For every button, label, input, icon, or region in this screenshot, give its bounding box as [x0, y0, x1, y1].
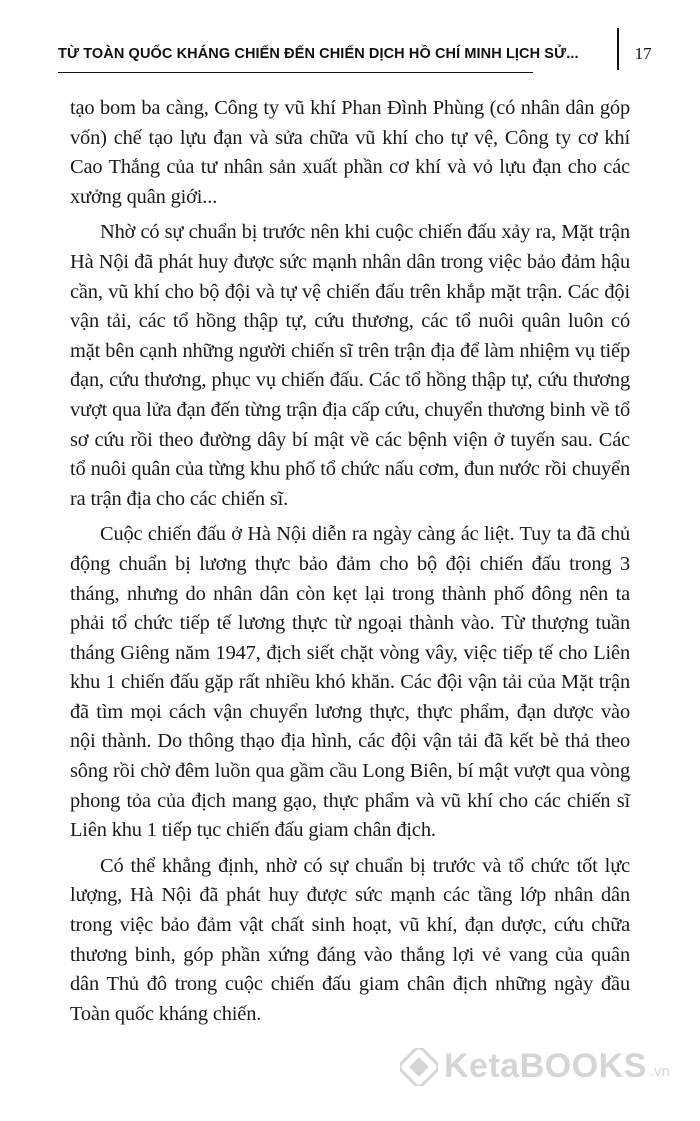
watermark — [400, 1047, 670, 1086]
ketabooks-logo-icon — [400, 1048, 438, 1086]
watermark-suffix: .vn — [649, 1063, 670, 1080]
paragraph-4: Có thể khẳng định, nhờ có sự chuẩn bị trước và tổ chức tốt lực lượng, Hà Nội đã phát huy được sức mạnh các tầng lớp nhân dân trong việc bảo đảm vật chất sinh hoạt, vũ khí, đạn dược, cứu chữa thương binh, góp phần xứng đáng vào thắng lợi vẻ vang của quân dân Thủ đô trong cuộc chiến đấu giam chân địch những ngày đầu Toàn quốc kháng chiến. — [70, 854, 630, 1025]
running-header-title: TỪ TOÀN QUỐC KHÁNG CHIẾN ĐẾN CHIẾN DỊCH HỒ CHÍ MINH LỊCH SỬ... — [58, 46, 579, 62]
header-underline — [58, 72, 533, 73]
paragraph-2: Nhờ có sự chuẩn bị trước nên khi cuộc chiến đấu xảy ra, Mặt trận Hà Nội đã phát huy được sức mạnh nhân dân trong việc bảo đảm hậu cần, vũ khí cho bộ đội và tự vệ chiến đấu trên khắp mặt trận. Các đội vận tải, các tổ hồng thập tự, cứu thương, các tổ nuôi quân luôn có mặt bên cạnh những người chiến sĩ trên trận địa để làm nhiệm vụ tiếp đạn, cứu thương, phục vụ chiến đấu. Các tổ hồng thập tự, cứu thương vượt qua lửa đạn đến từng trận địa cấp cứu, chuyển thương binh về tổ sơ cứu rồi theo đường dây bí mật về các bệnh viện ở tuyến sau. Các tổ nuôi quân của từng khu phố tổ chức nấu cơm, đun nước rồi chuyển ra trận địa cho các chiến sĩ. — [70, 221, 630, 510]
page-body — [70, 94, 630, 1035]
page-number: 17 — [634, 44, 652, 63]
header-divider — [617, 28, 619, 70]
paragraph-1: tạo bom ba càng, Công ty vũ khí Phan Đình Phùng (có nhân dân góp vốn) chế tạo lựu đạn và sửa chữa vũ khí cho tự vệ, Công ty cơ khí Cao Thắng của tư nhân sản xuất phần cơ khí và vỏ lựu đạn cho các xưởng quân giới... — [70, 97, 630, 208]
running-header — [58, 28, 660, 70]
paragraph-3: Cuộc chiến đấu ở Hà Nội diễn ra ngày càng ác liệt. Tuy ta đã chủ động chuẩn bị lương thực bảo đảm cho bộ đội chiến đấu trong 3 tháng, nhưng do nhân dân còn kẹt lại trong thành phố đông nên ta phải tổ chức tiếp tế lương thực từ ngoại thành vào. Từ thượng tuần tháng Giêng năm 1947, địch siết chặt vòng vây, việc tiếp tế cho Liên khu 1 chiến đấu gặp rất nhiều khó khăn. Các đội vận tải của Mặt trận đã tìm mọi cách vận chuyển lương thực, thực phẩm, đạn dược vào nội thành. Do thông thạo địa hình, các đội vận tải đã kết bè thả theo sông rồi chờ đêm luồn qua gầm cầu Long Biên, bí mật vượt qua vòng phong tỏa của địch mang gạo, thực phẩm và vũ khí cho các chiến sĩ Liên khu 1 tiếp tục chiến đấu giam chân địch. — [70, 523, 630, 842]
watermark-text: KetaBOOKS — [444, 1047, 647, 1085]
